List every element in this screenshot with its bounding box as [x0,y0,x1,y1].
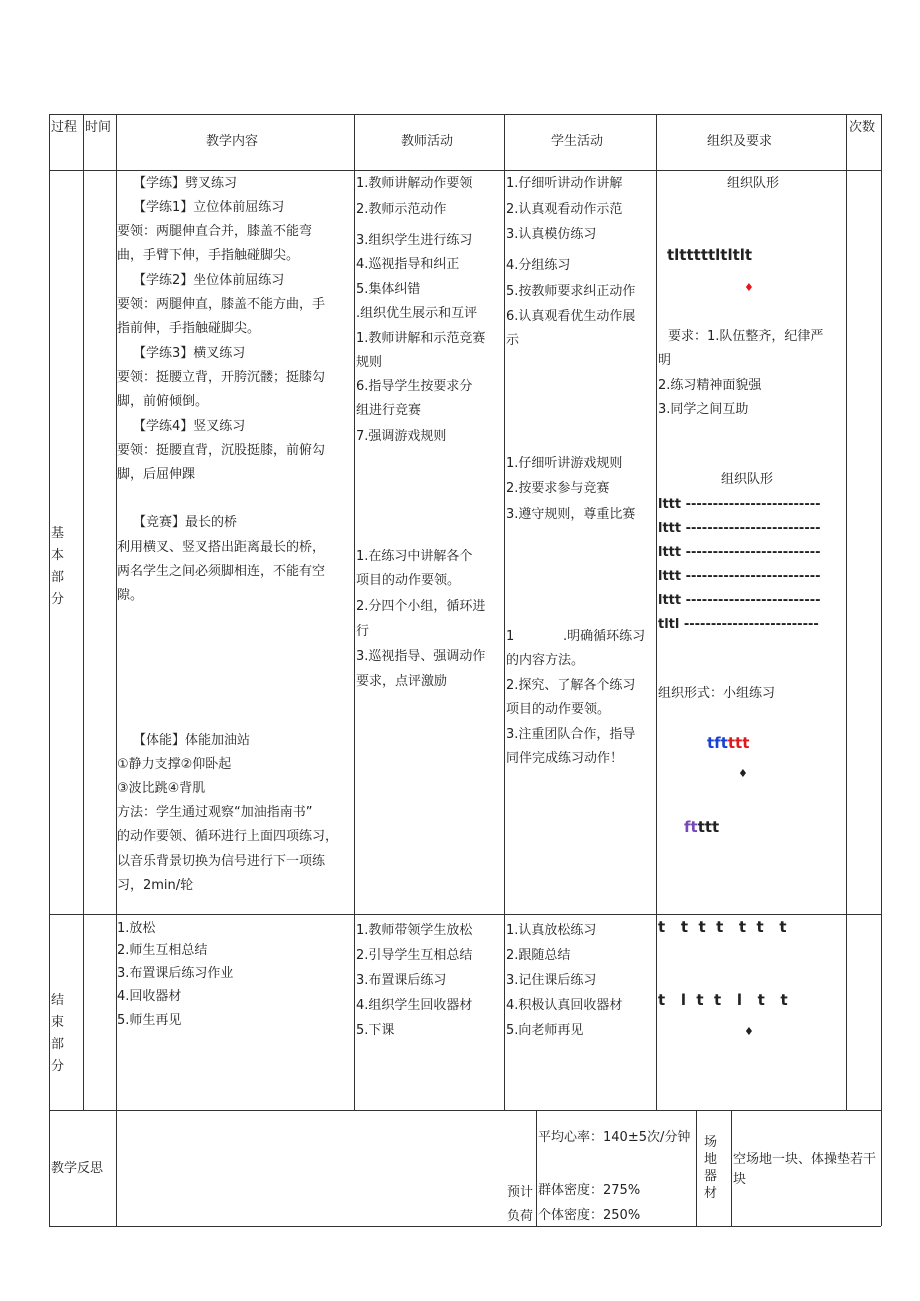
student-line: 的内容方法。 [506,653,585,668]
grid-line [846,114,847,1110]
content-line: 以音乐背景切换为信号进行下一项练 [117,854,326,869]
group-formation-red: ttt [727,734,750,752]
teacher-line: 3.巡视指导、强调动作 [356,649,486,664]
reflection-label: 教学反思 [51,1161,104,1176]
teacher-line: 2.分四个小组，循环进 [356,599,486,614]
student-line: 1.仔细听讲游戏规则 [506,456,623,471]
org-requirement: 明 [658,353,672,368]
content-line: 曲，手臂下伸，手指触碰脚尖。 [117,248,300,263]
student-line: 项目的动作要领。 [506,702,611,717]
group-density: 群体密度：275% [538,1183,641,1198]
content-line: 两名学生之间必须脚相连，不能有空 [117,564,326,579]
teacher-line: 规则 [356,355,383,370]
teacher-line: 7.强调游戏规则 [356,429,447,444]
content-line: 方法：学生通过观察“加油指南书” [117,805,313,820]
content-line: 要领：两腿伸直，膝盖不能方曲，手 [117,297,326,312]
content-line: 要领：挺腰直背，沉股挺膝，前俯勾 [117,443,326,458]
grid-line [731,1110,732,1226]
student-line: 2.按要求参与竞赛 [506,481,610,496]
teacher-line: 1.教师讲解和示范竞赛 [356,331,486,346]
teacher-line: 行 [356,624,370,639]
teacher-marker-icon: ♦ [738,767,748,780]
end-student-line: 2.跟随总结 [506,948,571,963]
content-line: 的动作要领、循环进行上面四项练习， [117,829,339,844]
content-line: 【学练】劈叉练习 [133,176,238,191]
individual-density: 个体密度：250% [538,1208,641,1223]
header-time: 时间 [85,120,112,135]
teacher-line: 5.集体纠错 [356,282,421,297]
end-student-line: 5.向老师再见 [506,1023,584,1038]
grid-line [49,1226,881,1227]
teacher-line: 项目的动作要领。 [356,573,461,588]
header-process: 过程 [51,120,78,135]
load-label: 预计负荷 [507,1185,534,1224]
teacher-line: .组织优生展示和互评 [356,306,478,321]
end-teacher-line: 5.下课 [356,1023,395,1038]
student-line: 同伴完成练习动作！ [506,751,624,766]
header-student: 学生活动 [551,134,604,149]
teacher-line: 1.在练习中讲解各个 [356,549,473,564]
end-student-line: 1.认真放松练习 [506,923,597,938]
org-title: 组织队形 [727,176,780,191]
student-line: 3.注重团队合作，指导 [506,727,636,742]
end-content-line: 5.师生再见 [117,1013,182,1028]
grid-line [49,114,881,115]
group-formation-purple: ft [684,818,698,836]
student-line: 6.认真观看优生动作展 [506,309,636,324]
org-requirement: 3.同学之间互助 [658,402,749,417]
end-content-line: 1.放松 [117,921,156,936]
org-requirement: 2.练习精神面貌强 [658,378,762,393]
formation-row: tltl ------------------------- [658,617,819,632]
basic-part-label: 基本部分 [51,526,71,607]
venue-text: 空场地一块、体操垫若干块 [733,1152,877,1187]
grid-line [116,114,117,1226]
content-line: 【体能】体能加油站 [133,733,251,748]
teacher-line: 3.组织学生进行练习 [356,233,473,248]
student-line: 4.分组练习 [506,258,571,273]
formation-row: tltttttltltlt [667,246,753,264]
group-formation [684,815,719,839]
grid-line [504,114,505,1110]
content-line: 要领：两腿伸直合并，膝盖不能弯 [117,224,313,239]
venue-label: 场地器材 [704,1135,718,1201]
content-line: 【学练1】立位体前屈练习 [133,200,285,215]
student-line: 5.按教师要求纠正动作 [506,284,636,299]
content-line: 脚，后屈伸踝 [117,467,196,482]
grid-line [49,114,50,1226]
content-line: 【竞赛】最长的桥 [133,515,238,530]
content-line: 【学练3】横叉练习 [133,346,246,361]
header-count: 次数 [849,120,876,135]
formation-row: lttt ------------------------- [658,521,821,536]
teacher-marker-icon: ♦ [744,281,754,294]
content-line: ①静力支撑②仰卧起 [117,757,232,772]
student-line: .明确循环练习 [563,629,646,644]
grid-line [83,114,84,1110]
content-line: 【学练4】竖叉练习 [133,419,246,434]
student-line: 2.认真观看动作示范 [506,202,623,217]
end-teacher-line: 3.布置课后练习 [356,973,447,988]
teacher-line: 2.教师示范动作 [356,202,447,217]
formation-row: lttt ------------------------- [658,497,821,512]
teacher-line: 组进行竞赛 [356,403,422,418]
end-student-line: 4.积极认真回收器材 [506,998,623,1013]
content-line: 指前伸，手指触碰脚尖。 [117,321,261,336]
grid-line [49,1110,881,1111]
student-line: 示 [506,333,520,348]
end-student-line: 3.记住课后练习 [506,973,597,988]
heart-rate: 平均心率：140±5次/分钟 [538,1130,691,1145]
content-line: 脚，前俯倾倒。 [117,394,209,409]
formation-row: lttt ------------------------- [658,545,821,560]
end-formation-row: t t t t t t t [658,918,787,936]
student-line: 2.探究、了解各个练习 [506,678,636,693]
formation-row: lttt ------------------------- [658,593,821,608]
header-content: 教学内容 [206,134,259,149]
teacher-line: 要求，点评激励 [356,674,448,689]
org-title: 组织队形 [721,472,774,487]
student-line: 1.仔细听讲动作讲解 [506,176,623,191]
header-teacher: 教师活动 [401,134,454,149]
end-formation-row: t l t t l t t [658,991,788,1009]
grid-line [49,170,881,171]
grid-line [881,114,882,1226]
content-line: 利用横叉、竖叉搭出距离最长的桥， [117,540,326,555]
formation-row: lttt ------------------------- [658,569,821,584]
teacher-line: 4.巡视指导和纠正 [356,257,460,272]
group-formation-blue: tft [707,734,728,752]
student-line: 1 [506,629,515,644]
end-content-line: 3.布置课后练习作业 [117,966,234,981]
end-teacher-line: 4.组织学生回收器材 [356,998,473,1013]
grid-line [656,114,657,1110]
end-part-label: 结束部分 [51,993,71,1074]
content-line: 要领：挺腰立背，开胯沉髅；挺膝勾 [117,370,326,385]
end-teacher-line: 2.引导学生互相总结 [356,948,473,963]
end-content-line: 4.回收器材 [117,989,182,1004]
content-line: 【学练2】坐位体前屈练习 [133,273,285,288]
org-requirement: 要求：1.队伍整齐，纪律严 [668,329,824,344]
teacher-marker-icon: ♦ [744,1025,754,1038]
org-form-label: 组织形式：小组练习 [658,686,776,701]
end-content-line: 2.师生互相总结 [117,943,208,958]
header-org: 组织及要求 [707,134,773,149]
teacher-line: 6.指导学生按要求分 [356,379,473,394]
teacher-line: 1.教师讲解动作要领 [356,176,473,191]
group-formation-black: ttt [697,818,720,836]
grid-line [696,1110,697,1226]
end-teacher-line: 1.教师带领学生放松 [356,923,473,938]
student-line: 3.认真模仿练习 [506,227,597,242]
content-line: 隙。 [117,588,144,603]
grid-line [536,1110,537,1226]
group-formation [707,731,749,755]
content-line: ③波比跳④背肌 [117,781,206,796]
student-line: 3.遵守规则，尊重比赛 [506,507,636,522]
content-line: 习，2min/轮 [117,878,194,893]
grid-line [354,114,355,1110]
